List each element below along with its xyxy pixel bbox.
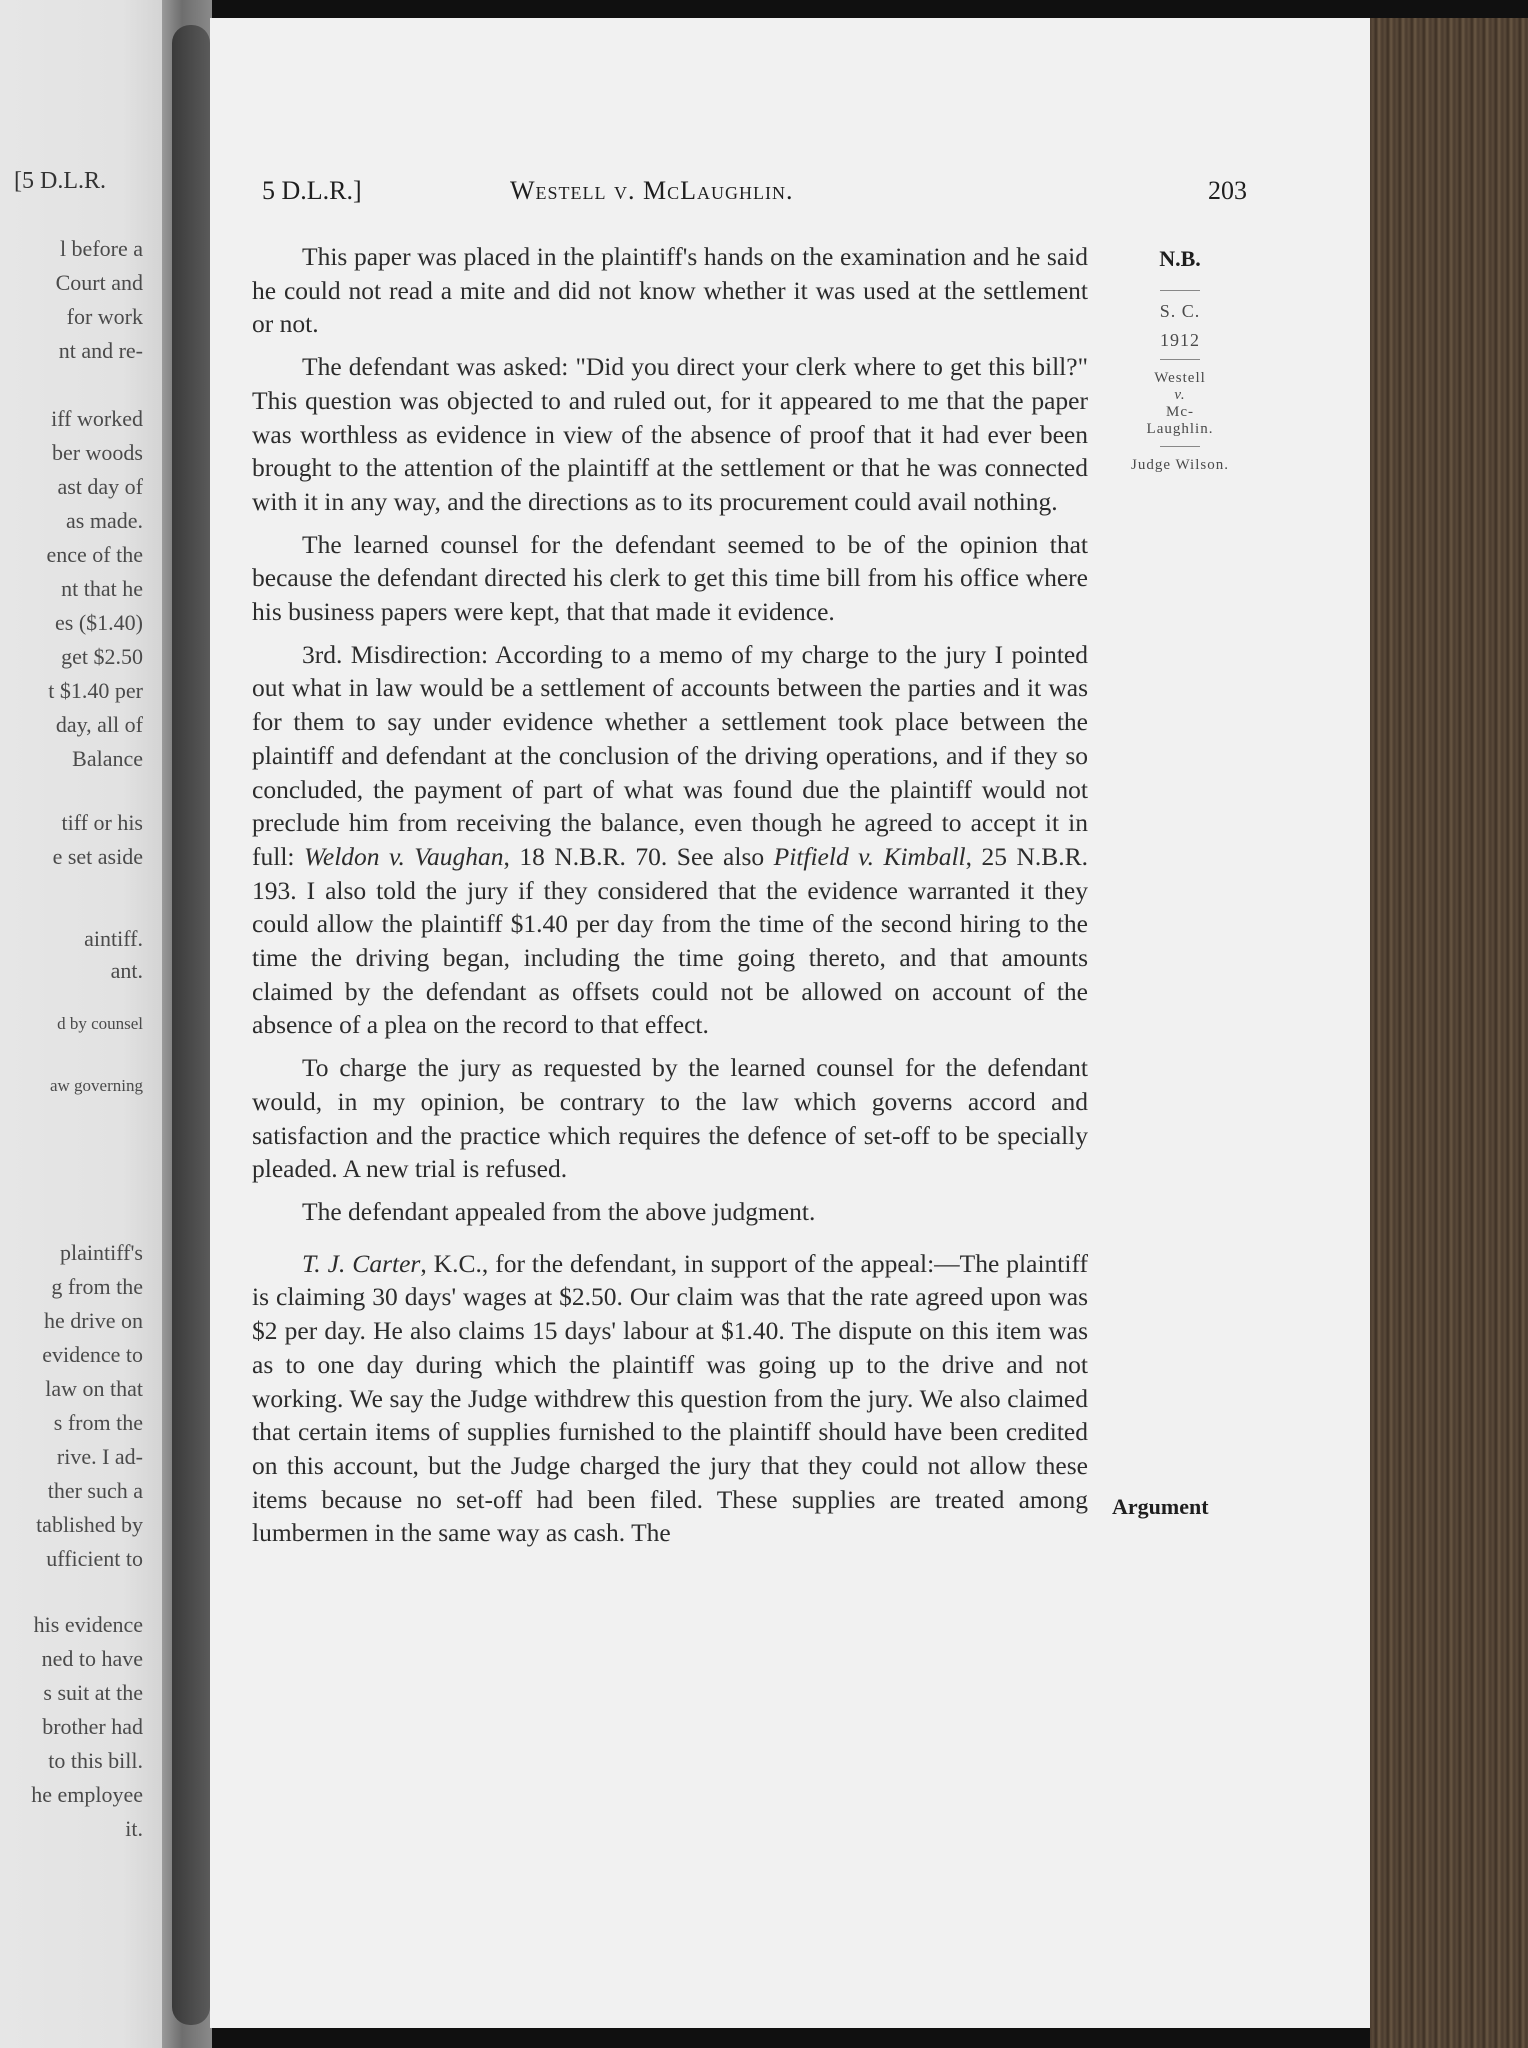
left-text-line: ufficient to xyxy=(46,1546,143,1571)
left-text-line: brother had xyxy=(42,1714,143,1739)
book-page-edges xyxy=(1370,18,1528,2048)
left-text-line: Balance xyxy=(72,746,143,771)
paragraph: The defendant appealed from the above judgment. xyxy=(302,1196,816,1226)
left-text-line: ber woods xyxy=(51,440,143,465)
left-text-line: ast day of xyxy=(57,474,143,499)
left-text-line: ther such a xyxy=(47,1478,143,1503)
left-page-header: [5 D.L.R. xyxy=(14,168,106,194)
left-text-line: nt and re- xyxy=(58,338,143,363)
text-run: , K.C., for the defendant, in support of the appeal:—The plaintiff is claiming 30 days' wages at $2.50. Our claim was that the rate agreed upon was $2 per day. He also claims 15 days' labour at $1.40. The dispute on this item was as to one day during which the plaintiff was going up to the drive and not working. We say the Judge withdrew this question from the jury. We also claimed that certain items of supplies furnished to the plaintiff should have been credited on this account, but the Judge charged the jury that they could not allow these items because no set-off had been filed. These supplies are treated among lumbermen in the same way as cash. The xyxy=(252,1248,1088,1548)
left-text-line: l before a xyxy=(59,236,143,261)
running-head-volume: 5 D.L.R.] xyxy=(262,176,362,205)
margin-notes xyxy=(1110,246,1250,482)
left-text-line: ence of the xyxy=(46,542,143,567)
margin-case-part: Mc- xyxy=(1166,404,1194,420)
left-text-line: as made. xyxy=(66,508,143,533)
left-text-line: g from the xyxy=(51,1274,143,1299)
left-text-line: ned to have xyxy=(41,1646,143,1671)
case-citation: Pitfield v. Kimball xyxy=(773,841,966,871)
margin-case-part: Laughlin. xyxy=(1146,421,1214,437)
paragraph-misdirection xyxy=(252,638,1088,1042)
left-page xyxy=(0,0,175,2048)
case-citation: Weldon v. Vaughan xyxy=(303,841,504,871)
text-run: 3rd. Misdirection: According to a memo of my charge to the jury I pointed out what in law would be a settlement of accounts between the parties and it was for them to say under evidence whether a settlement took place between the plaintiff and defendant at the conclusion of the driving operations, and if they so concluded, the payment of part of what was found due the plaintiff would not preclude him from receiving the balance, even though he agreed to accept it in full: xyxy=(252,639,1088,871)
paragraph: This paper was placed in the plaintiff's hands on the examination and he said he could not read a mite and did not know whether it was used at the settlement or not. xyxy=(252,242,1088,339)
book-spine-shadow xyxy=(172,25,210,2025)
left-text-line: ant. xyxy=(110,958,143,983)
left-text-line: d by counsel xyxy=(57,1014,143,1033)
paragraph: To charge the jury as requested by the learned counsel for the defendant would, in my opinion, be contrary to the law which governs accord and satisfaction and the practice which requires the defence of set-off to be specially pleaded. A new trial is refused. xyxy=(252,1053,1088,1184)
left-text-line: for work xyxy=(66,304,143,329)
margin-court: N.B. xyxy=(1159,246,1201,271)
left-text-line: it. xyxy=(125,1816,143,1841)
text-run: , 18 N.B.R. 70. See also xyxy=(503,841,774,871)
left-text-line: he employee xyxy=(31,1782,143,1807)
margin-case-v: v. xyxy=(1174,387,1186,403)
left-text-line: plaintiff's xyxy=(60,1240,143,1265)
body-text xyxy=(252,240,1088,1559)
margin-case-name xyxy=(1110,370,1250,438)
left-text-line: Court and xyxy=(55,270,143,295)
margin-case-part: Westell xyxy=(1154,370,1206,386)
counsel-name: T. J. Carter xyxy=(302,1248,421,1278)
left-text-line: he drive on xyxy=(44,1308,143,1333)
margin-judge: Judge Wilson. xyxy=(1131,457,1229,473)
left-text-line: nt that he xyxy=(61,576,143,601)
left-text-line: es ($1.40) xyxy=(55,610,143,635)
left-text-line: tiff or his xyxy=(61,810,143,835)
left-text-line: evidence to xyxy=(42,1342,143,1367)
left-text-line: day, all of xyxy=(55,712,143,737)
left-text-line: s suit at the xyxy=(43,1680,143,1705)
left-text-line: iff worked xyxy=(51,406,143,431)
margin-argument-label: Argument xyxy=(1112,1494,1209,1519)
text-run: , 25 N.B.R. 193. I also told the jury if they considered that the evidence warranted it they could allow the plaintiff $1.40 per day from the time of the second hiring to the time the driving began, including the time going thereto, and that amounts claimed by the defendant as offsets could not be allowed on account of the absence of a plea on the record to that effect. xyxy=(252,841,1089,1040)
paragraph: The defendant was asked: "Did you direct your clerk where to get this bill?" This question was objected to and ruled out, for it appeared to me that the paper was worthless as evidence in view of the absence of proof that it had ever been brought to the attention of the plaintiff at the settlement or that he was connected with it in any way, and the directions as to its procurement could avail nothing. xyxy=(252,352,1088,516)
page-number: 203 xyxy=(1208,176,1247,205)
left-text-line: tablished by xyxy=(36,1512,143,1537)
margin-divider xyxy=(1160,446,1200,447)
paragraph-argument xyxy=(252,1247,1088,1550)
margin-year: 1912 xyxy=(1160,330,1200,350)
left-text-line: law on that xyxy=(45,1376,143,1401)
left-text-line: e set aside xyxy=(52,844,143,869)
running-head-title: Westell v. McLaughlin. xyxy=(510,176,794,205)
left-text-line: aw governing xyxy=(49,1076,143,1095)
left-text-line: s from the xyxy=(53,1410,143,1435)
left-text-line: to this bill. xyxy=(48,1748,143,1773)
paragraph: The learned counsel for the defendant seemed to be of the opinion that because the defendant directed his clerk to get this time bill from his office where his business papers were kept, that that made it evidence. xyxy=(252,529,1088,627)
left-text-line: his evidence xyxy=(33,1612,143,1637)
left-text-line: t $1.40 per xyxy=(48,678,143,703)
margin-division: S. C. xyxy=(1159,301,1201,321)
left-text-line: rive. I ad- xyxy=(56,1444,143,1469)
margin-divider xyxy=(1160,290,1200,291)
margin-divider xyxy=(1160,359,1200,360)
left-text-line: get $2.50 xyxy=(61,644,143,669)
left-text-line: aintiff. xyxy=(84,926,143,951)
